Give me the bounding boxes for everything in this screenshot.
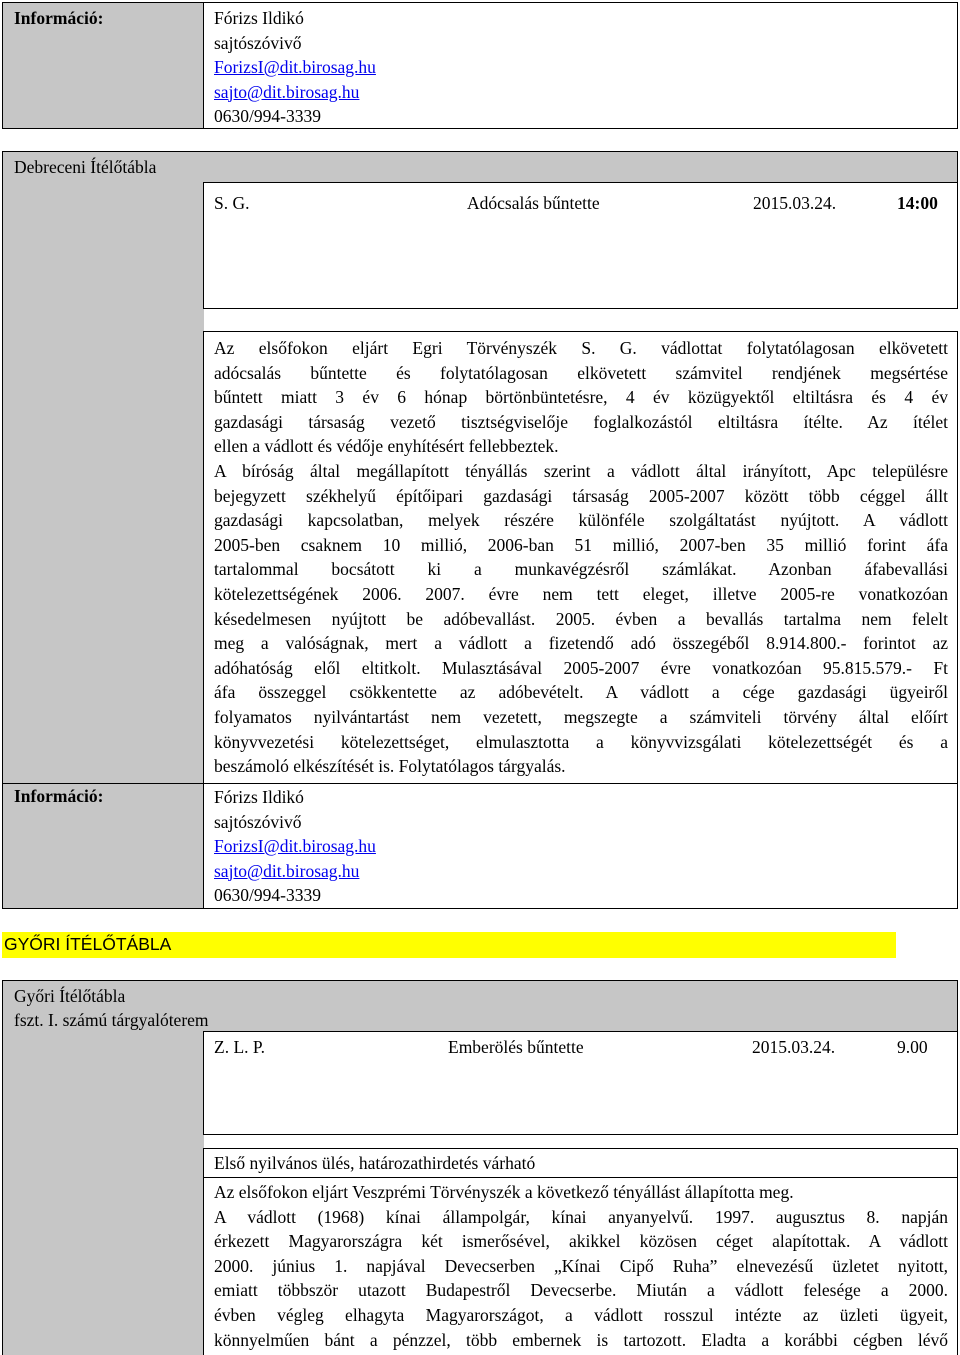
text-line: emiatt többször utazott Budapestről Devecserbe. Miután a vádlott felesége a 2000. — [214, 1280, 948, 1301]
debrecen-case-initials: S. G. — [214, 193, 250, 213]
mid-info-contact — [214, 785, 376, 908]
email-link-2[interactable]: sajto@dit.birosag.hu — [214, 81, 360, 102]
text-line: évben végleg elhagyta Magyarországot, a vádlott rosszul intézte az üzleti ügyeit, — [214, 1304, 948, 1325]
email-link-1[interactable]: ForizsI@dit.birosag.hu — [214, 57, 376, 77]
text-line: áfa összeggel csökkentette az adóbevételt. A vádlott a cége gazdasági ügyeiről — [214, 682, 948, 703]
text-line: gazdasági társaság vezető tisztségviselője foglalkozástól eltiltásra ítélte. Az ítélet — [214, 411, 948, 432]
debrecen-case-description — [214, 336, 948, 779]
text-line: beszámoló elkészítését is. Folytatólagos tárgyalás. — [214, 756, 566, 777]
top-info-label: Információ: — [14, 8, 104, 28]
text-line: A vádlott (1968) kínai állampolgár, kínai anyanyelvű. 1997. augusztus 8. napján — [214, 1206, 948, 1227]
text-line: adóhatóság elől eltitkolt. Mulasztásával 2005-2007 évre vonatkozóan 95.815.579.- Ft — [214, 657, 948, 678]
text-line: Az elsőfokon eljárt Egri Törvényszék S. G. vádlottat folytatólagosan elkövetett — [214, 338, 948, 358]
text-line: könnyelműen bánt a pénzzel, több embernek is tartozott. Eladta a korábbi cégben lévő — [214, 1329, 948, 1350]
email-link-1[interactable]: ForizsI@dit.birosag.hu — [214, 836, 376, 856]
debrecen-case-time: 14:00 — [897, 193, 938, 213]
text-line: könyvvezetési kötelezettséget, elmulasztotta a könyvvizsgálati kötelezettségét és a — [214, 731, 948, 752]
top-info-contact — [214, 6, 376, 129]
text-line: érkezett Magyarországra két ismerősével, akikkel közösen céget alapítottak. A vádlott — [214, 1231, 948, 1252]
gyor-court-room: fszt. I. számú tárgyalóterem — [14, 1010, 209, 1030]
text-line: kötelezettségének 2006. 2007. évre nem tett eleget, illetve 2005-re vonatkozóan — [214, 583, 948, 604]
gyor-case-time: 9.00 — [897, 1037, 928, 1057]
text-line: adócsalás bűntette és folytatólagosan elkövetett számvitel rendjének megsértése — [214, 362, 948, 383]
contact-phone: 0630/994-3339 — [214, 885, 321, 905]
debrecen-left-column — [2, 182, 204, 784]
contact-phone: 0630/994-3339 — [214, 106, 321, 126]
contact-name: Fórizs Ildikó — [214, 8, 304, 28]
gyor-case-type: Emberölés bűntette — [448, 1037, 584, 1057]
debrecen-court-name: Debreceni Ítélőtábla — [14, 157, 157, 177]
gyor-case-date: 2015.03.24. — [752, 1037, 836, 1057]
text-line: 2000. június 1. napjával Devecserben „Kínai Cipő Ruha” elnevezésű üzletet nyitott, — [214, 1255, 948, 1276]
text-line: gazdasági kapcsolatban, melyek részére különféle szolgáltatást nyújtott. A vádlott — [214, 510, 948, 531]
email-link-2[interactable]: sajto@dit.birosag.hu — [214, 860, 360, 881]
gyor-court-name: Győri Ítélőtábla — [14, 986, 126, 1006]
text-line: bejegyzett székhelyű építőipari gazdasági társaság 2005-2007 között több céggel állt — [214, 485, 948, 506]
text-line: tartalommal bocsátott ki a munkavégzésről számlákat. Azonban áfabevallási — [214, 559, 948, 580]
text-line: meg a valóságnak, mert a vádlott a fizetendő adó összegéből 8.914.800.- forintot az — [214, 633, 948, 654]
gyor-case-description — [214, 1180, 948, 1352]
text-line: A bíróság által megállapított tényállás szerint a vádlott által irányított, Apc településre — [214, 460, 948, 481]
text-line: ellen a vádlott és védője enyhítésért fellebbeztek. — [214, 436, 559, 457]
contact-name: Fórizs Ildikó — [214, 787, 304, 807]
gyor-banner-title: GYŐRI ÍTÉLŐTÁBLA — [4, 934, 172, 954]
gyor-hearing-note: Első nyilvános ülés, határozathirdetés várható — [214, 1153, 536, 1173]
gyor-left-column — [2, 1031, 204, 1355]
text-line: 2005-ben csaknem 10 millió, 2006-ban 51 millió, 2007-ben 35 millió forint áfa — [214, 534, 948, 555]
gyor-case-initials: Z. L. P. — [214, 1037, 266, 1057]
text-line: bűntett miatt 3 év 6 hónap börtönbüntetésre, 4 év közügyektől eltiltásra és 4 év — [214, 387, 948, 408]
text-line: folyamatos nyilvántartást nem vezetett, megszegte a számviteli törvény által előírt — [214, 706, 948, 727]
debrecen-case-date: 2015.03.24. — [753, 193, 837, 213]
contact-role: sajtószóvivő — [214, 32, 302, 53]
mid-info-label: Információ: — [14, 786, 104, 806]
text-line: Az elsőfokon eljárt Veszprémi Törvényszék a következő tényállást állapította meg. — [214, 1182, 794, 1202]
text-line: késedelmesen nyújtott be adóbevallást. 2005. évben a bevallás tartalma nem felelt — [214, 608, 948, 629]
contact-role: sajtószóvivő — [214, 811, 302, 832]
debrecen-case-type: Adócsalás bűntette — [467, 193, 600, 213]
